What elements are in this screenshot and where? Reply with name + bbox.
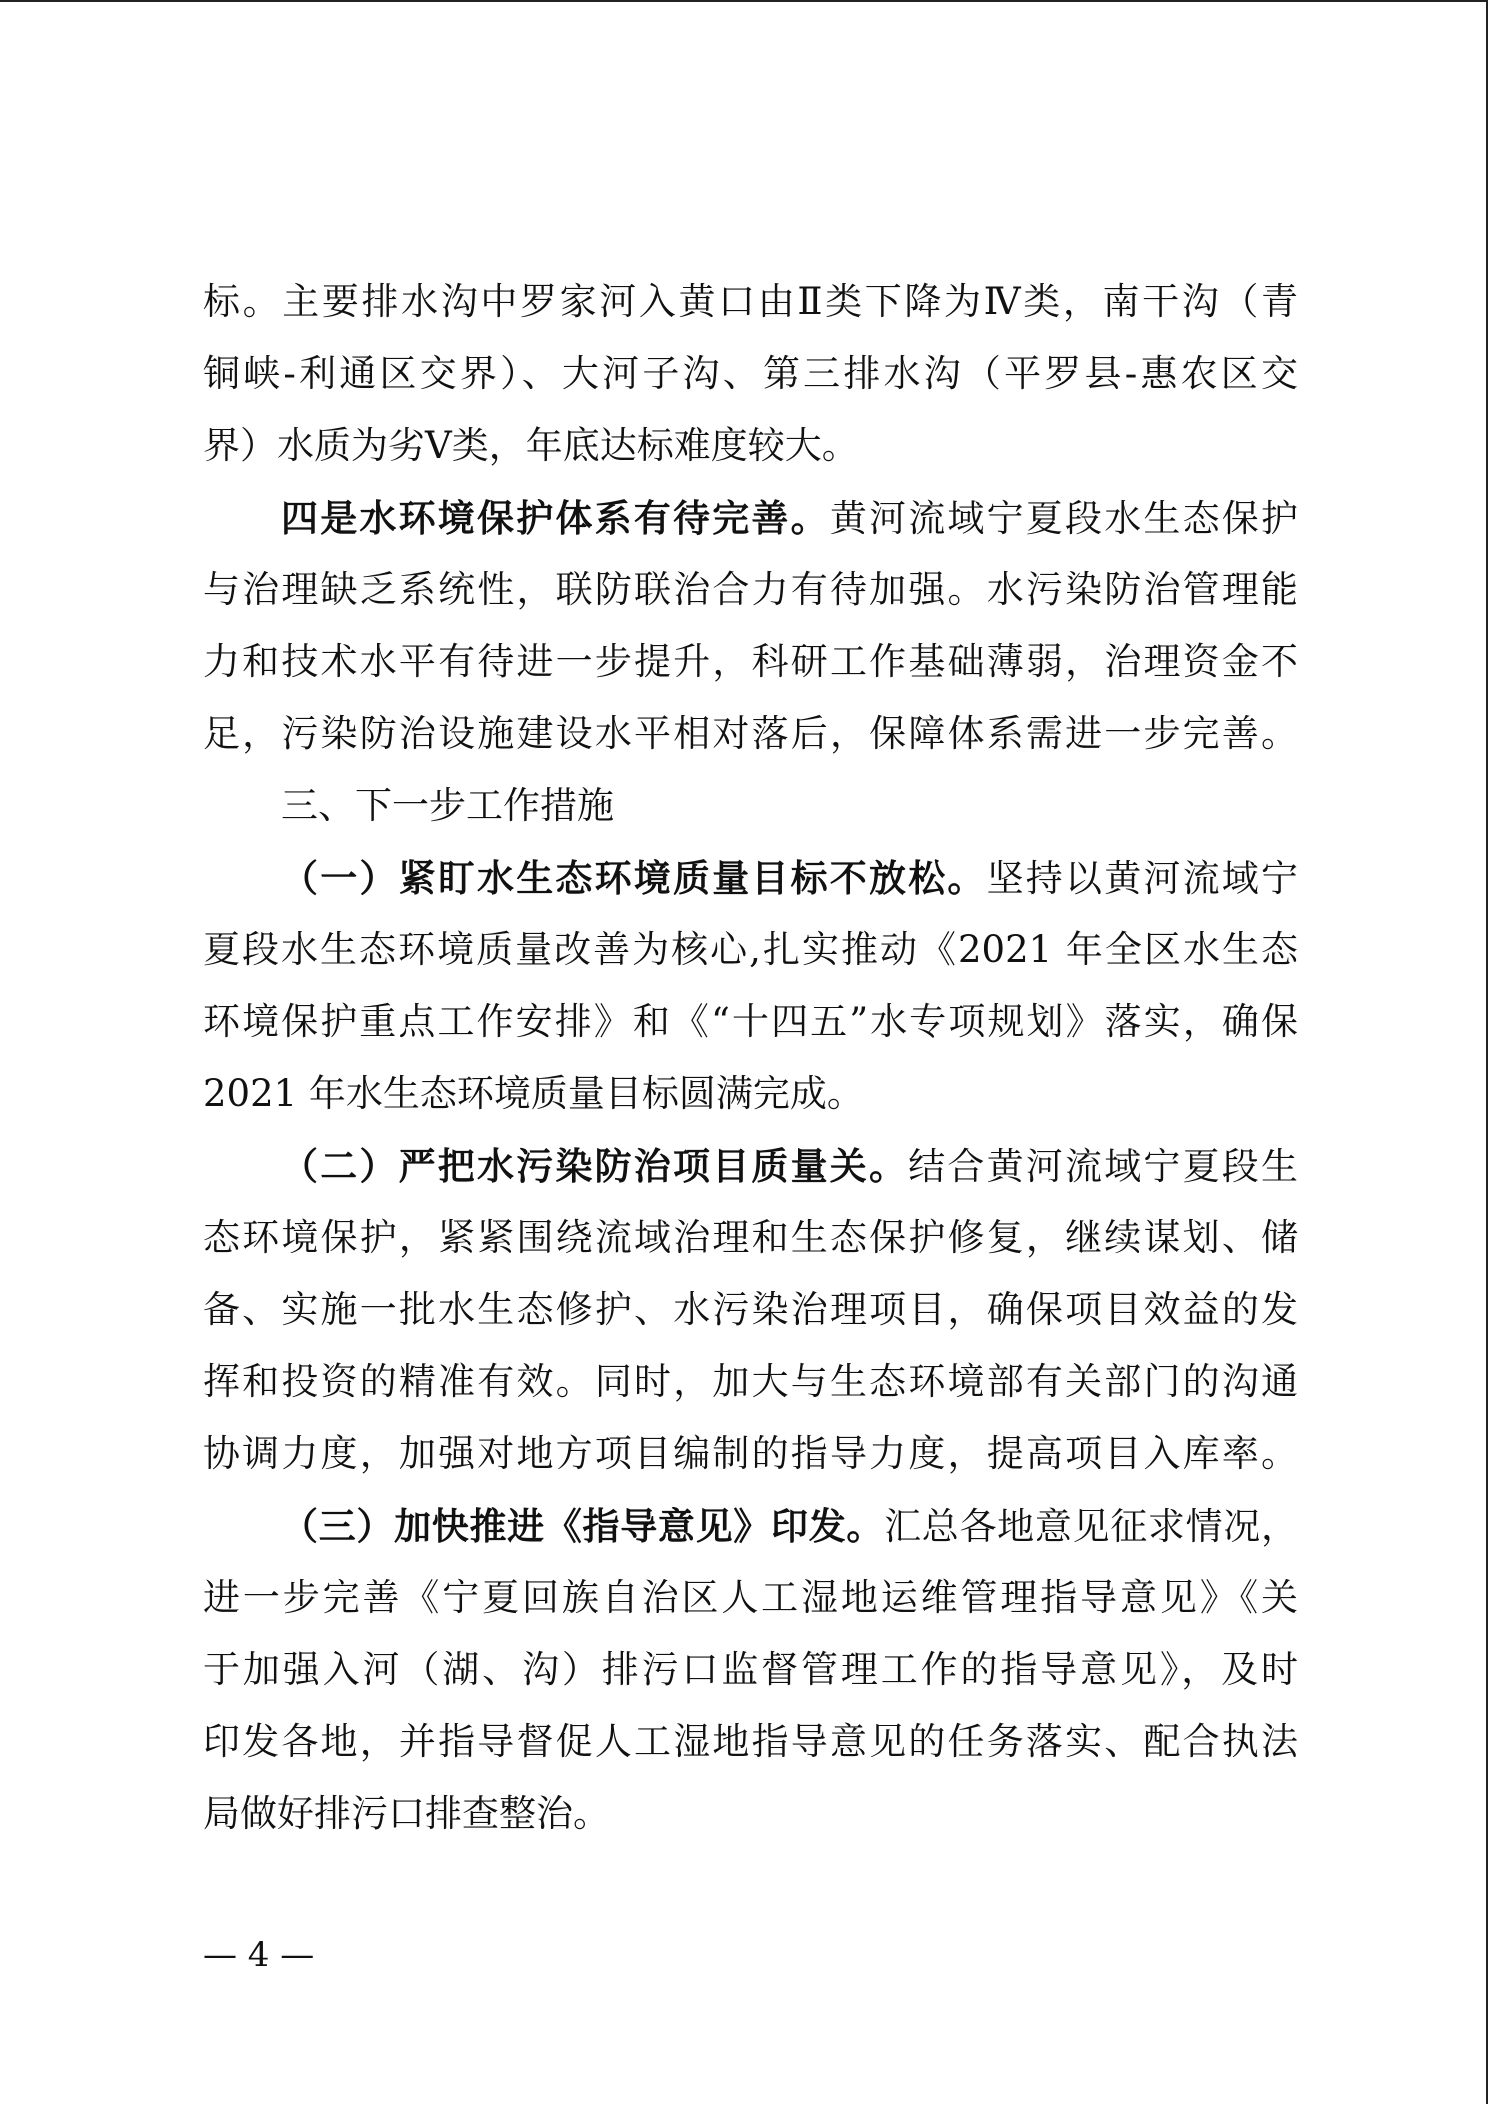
text-line: 2021 年水生态环境质量目标圆满完成。 [203, 1072, 864, 1115]
page-number: — 4 — [203, 1935, 315, 1975]
text-line: 进一步完善《宁夏回族自治区人工湿地运维管理指导意见》《关 [203, 1576, 1298, 1619]
text-line: 力和技术水平有待进一步提升，科研工作基础薄弱，治理资金不 [203, 640, 1298, 683]
text-line: 与治理缺乏系统性，联防联治合力有待加强。水污染防治管理能 [203, 568, 1298, 611]
page-top-edge [0, 0, 1488, 2]
text-line: 印发各地，并指导督促人工湿地指导意见的任务落实、配合执法 [203, 1720, 1298, 1763]
text-line: 态环境保护，紧紧围绕流域治理和生态保护修复，继续谋划、储 [203, 1216, 1298, 1259]
text-line: 足，污染防治设施建设水平相对落后，保障体系需进一步完善。 [203, 712, 1298, 755]
text-line: 界）水质为劣Ⅴ类，年底达标难度较大。 [203, 424, 859, 467]
text-line: 夏段水生态环境质量改善为核心,扎实推动《2021 年全区水生态 [203, 928, 1298, 971]
text-line: 局做好排污口排查整治。 [203, 1792, 610, 1835]
paragraph-heading-line: （二）严把水污染防治项目质量关。结合黄河流域宁夏段生 [281, 1144, 1298, 1188]
text-line: 挥和投资的精准有效。同时，加大与生态环境部有关部门的沟通 [203, 1360, 1298, 1403]
text-line: 环境保护重点工作安排》和《“十四五”水专项规划》落实，确保 [203, 1000, 1298, 1043]
paragraph-heading-line: 四是水环境保护体系有待完善。黄河流域宁夏段水生态保护 [281, 496, 1298, 540]
text-line: 铜峡-利通区交界）、大河子沟、第三排水沟（平罗县-惠农区交 [203, 352, 1298, 395]
paragraph-heading-line: （三）加快推进《指导意见》印发。汇总各地意见征求情况， [281, 1504, 1298, 1548]
text-line: 标。主要排水沟中罗家河入黄口由Ⅱ类下降为Ⅳ类，南干沟（青 [203, 280, 1298, 323]
text-line: 于加强入河（湖、沟）排污口监督管理工作的指导意见》，及时 [203, 1648, 1298, 1691]
section-heading: 三、下一步工作措施 [281, 784, 614, 827]
paragraph-heading-line: （一）紧盯水生态环境质量目标不放松。坚持以黄河流域宁 [281, 856, 1298, 900]
text-line: 备、实施一批水生态修护、水污染治理项目，确保项目效益的发 [203, 1288, 1298, 1331]
text-line: 协调力度，加强对地方项目编制的指导力度，提高项目入库率。 [203, 1432, 1298, 1475]
